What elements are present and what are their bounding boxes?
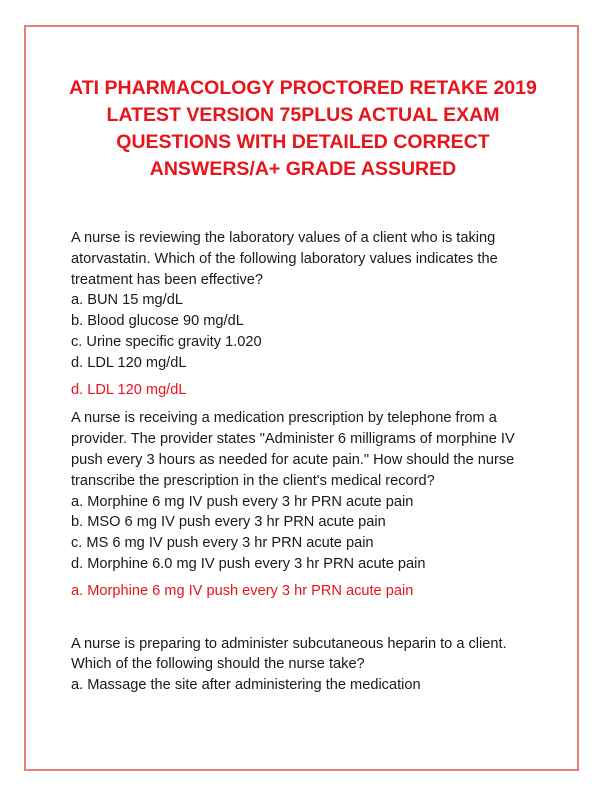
answer-option-a: a. BUN 15 mg/dL [71, 292, 183, 309]
answer-option-d: d. LDL 120 mg/dL [71, 354, 187, 371]
question-text: A nurse is reviewing the laboratory values of a client who is taking atorvastatin. Which of the following laboratory values indicates the treatment has been effective? [71, 230, 498, 288]
question-1 [71, 228, 541, 400]
correct-answer: d. LDL 120 mg/dL [71, 381, 187, 398]
answer-option-c: c. MS 6 mg IV push every 3 hr PRN acute pain [71, 535, 374, 552]
question-text: A nurse is receiving a medication prescription by telephone from a provider. The provider states "Administer 6 milligrams of morphine IV push every 3 hours as needed for acute pain." How should the nurse transcribe the prescription in the client's medical record? [71, 410, 515, 489]
question-3 [71, 634, 541, 696]
answer-option-a: a. Massage the site after administering the medication [71, 677, 421, 694]
answer-option-b: b. MSO 6 mg IV push every 3 hr PRN acute pain [71, 514, 386, 531]
answer-option-b: b. Blood glucose 90 mg/dL [71, 313, 244, 330]
question-2 [71, 408, 541, 601]
document-body [71, 228, 541, 696]
correct-answer: a. Morphine 6 mg IV push every 3 hr PRN acute pain [71, 582, 414, 599]
question-text: A nurse is preparing to administer subcutaneous heparin to a client. Which of the following should the nurse take? [71, 635, 507, 673]
answer-option-c: c. Urine specific gravity 1.020 [71, 333, 262, 350]
answer-option-a: a. Morphine 6 mg IV push every 3 hr PRN acute pain [71, 493, 414, 510]
answer-option-d: d. Morphine 6.0 mg IV push every 3 hr PRN acute pain [71, 555, 426, 572]
document-title: ATI PHARMACOLOGY PROCTORED RETAKE 2019 LATEST VERSION 75PLUS ACTUAL EXAM QUESTIONS WITH DETAILED CORRECT ANSWERS/A+ GRADE ASSURED [69, 77, 537, 180]
